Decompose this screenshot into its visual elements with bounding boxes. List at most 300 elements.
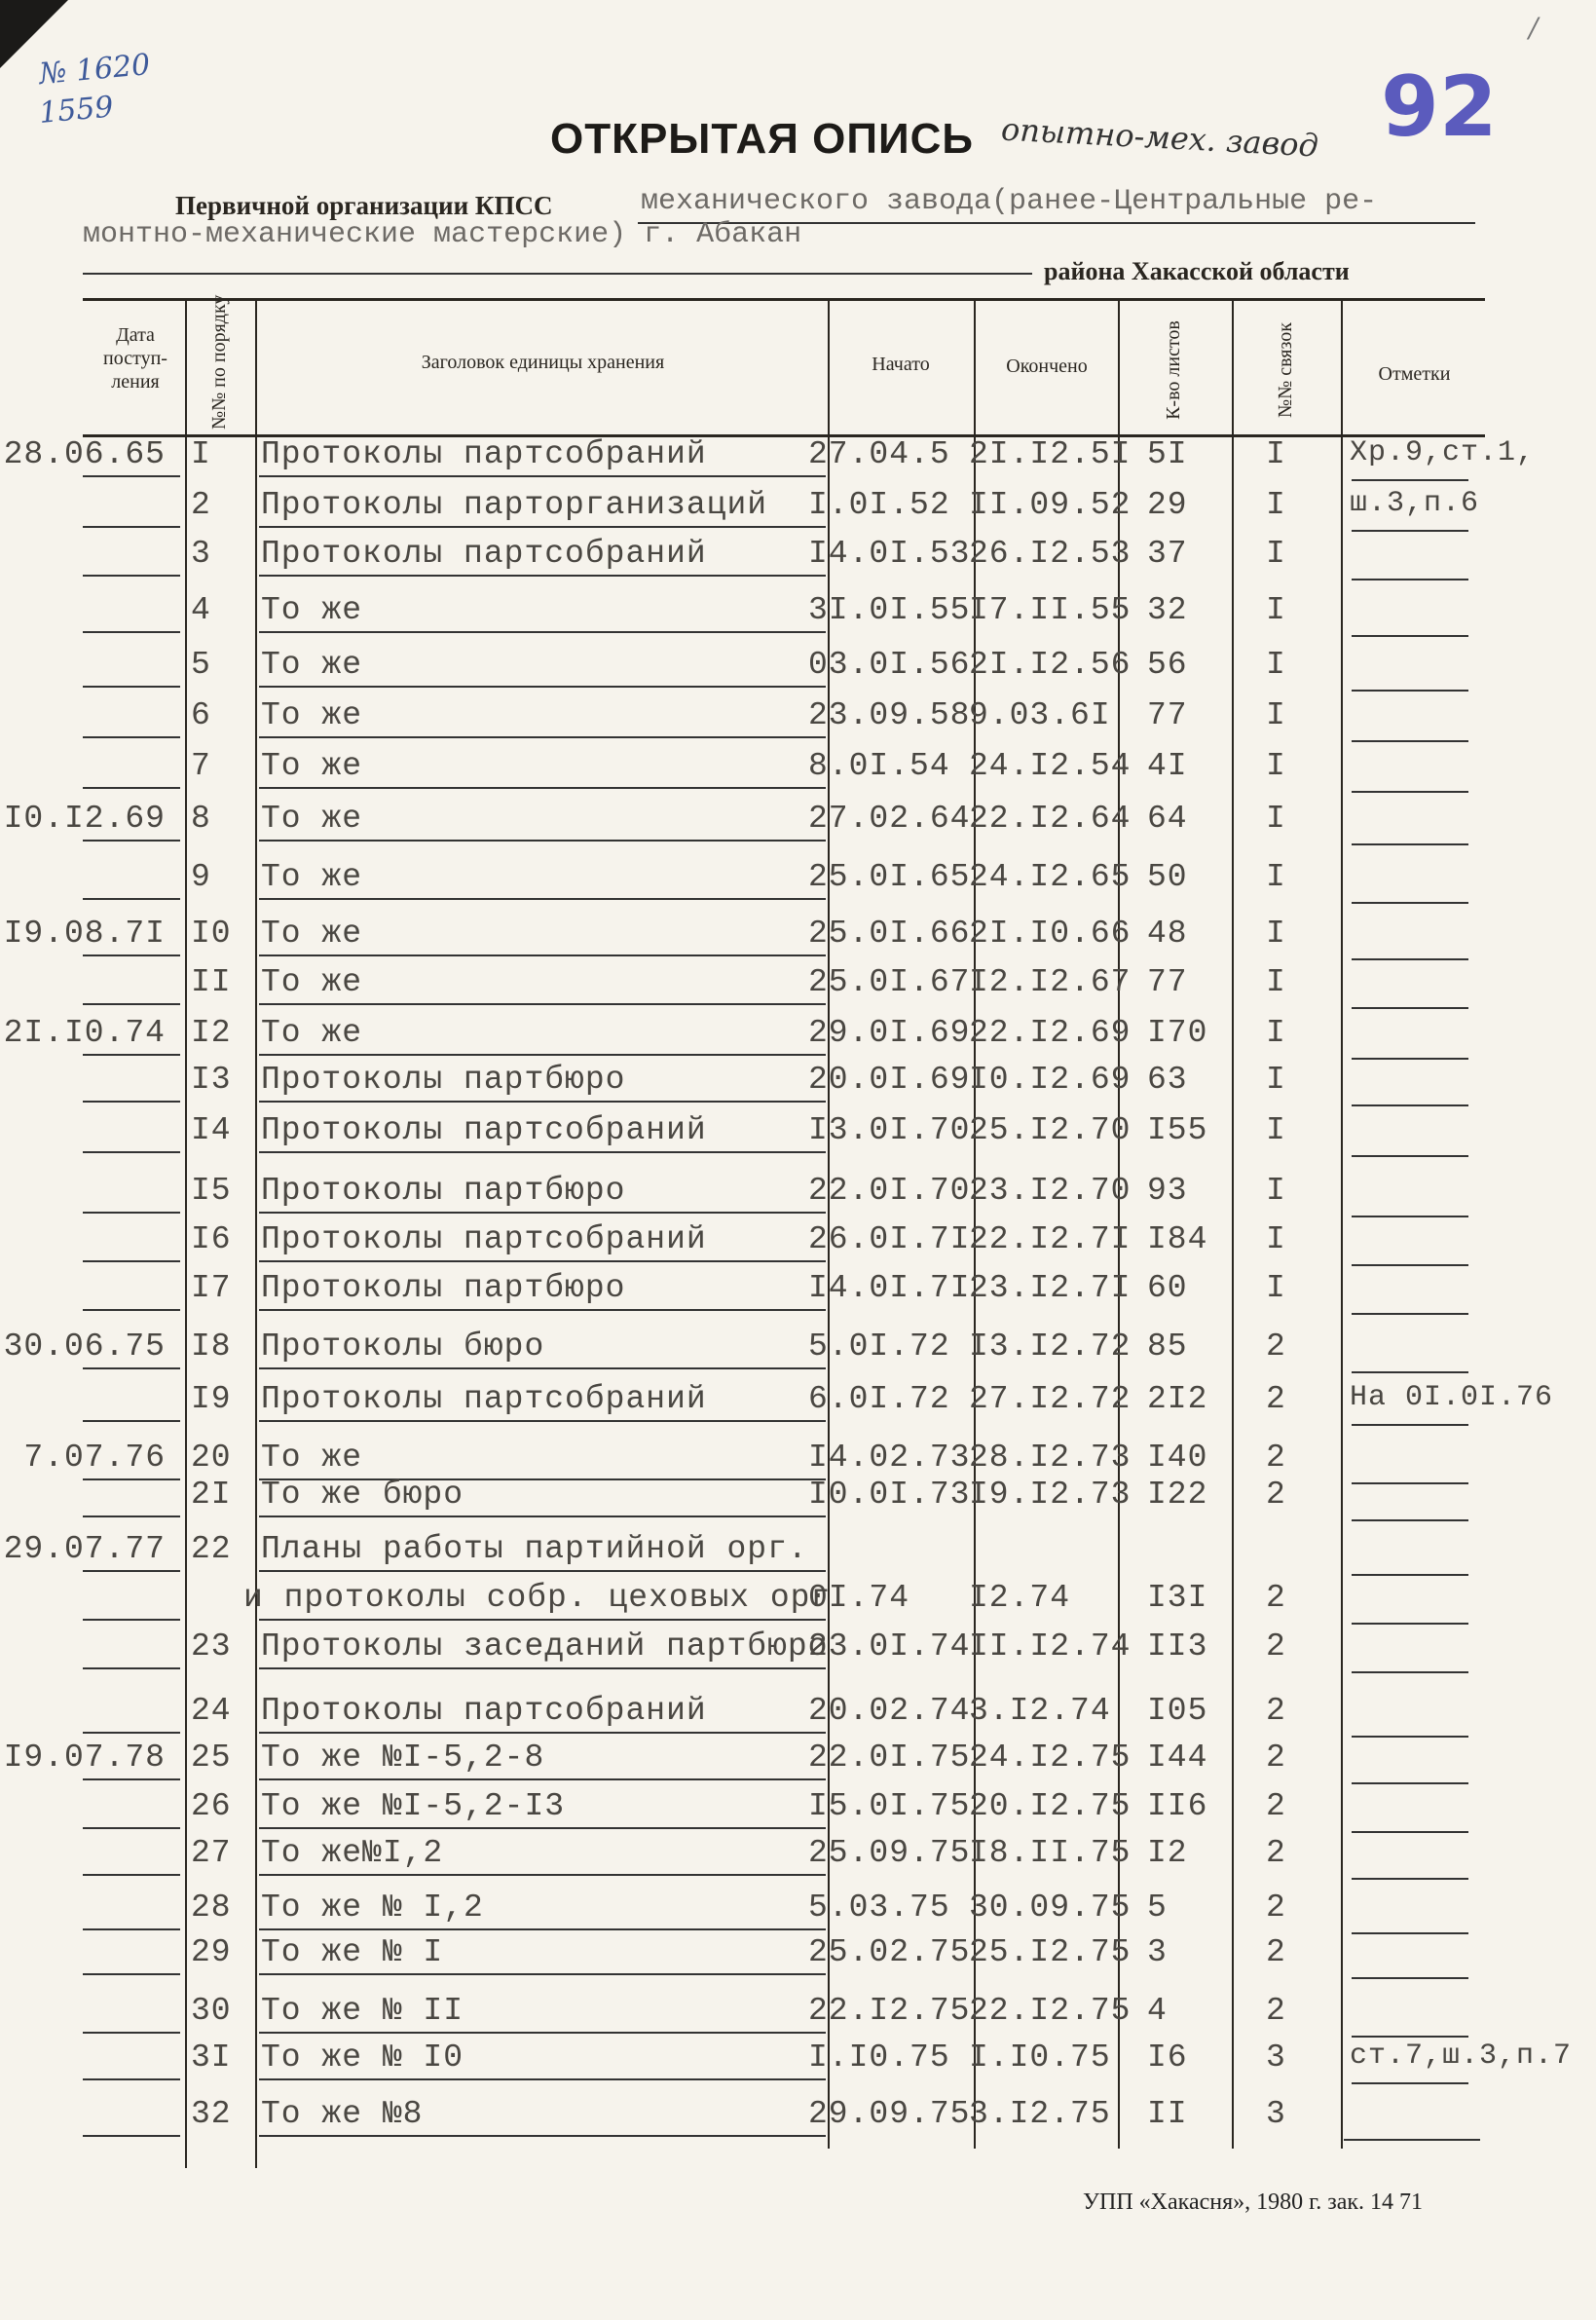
row-number: I7 [191, 1270, 232, 1306]
row-number: 22 [191, 1531, 232, 1567]
row-note-line [1352, 479, 1468, 481]
row-title-line [259, 1003, 826, 1005]
row-bundle-number: 2 [1266, 1477, 1286, 1513]
row-sheet-count: 29 [1147, 487, 1188, 523]
row-start-date: 20.02.74 [808, 1693, 971, 1729]
row-date-line [83, 1151, 180, 1153]
row-title-line [259, 1928, 826, 1930]
row-date: I9.07.78 [3, 1740, 166, 1776]
row-bundle-number: 2 [1266, 1993, 1286, 2029]
row-end-date: 25.I2.70 [969, 1112, 1132, 1148]
row-date: I0.I2.69 [3, 801, 166, 837]
row-sheet-count: 77 [1147, 964, 1188, 1000]
row-note-line [1352, 579, 1468, 580]
row-date-line [83, 1928, 180, 1930]
row-title: Протоколы партбюро [261, 1062, 626, 1098]
table-bottom-line [1344, 2139, 1480, 2141]
row-title: То же [261, 1015, 363, 1051]
title-handwritten-note: опытно-мех. завод [1000, 110, 1319, 165]
row-bundle-number: 2 [1266, 1693, 1286, 1729]
row-note-line [1352, 1104, 1468, 1106]
row-title: То же № I,2 [261, 1890, 484, 1926]
row-sheet-count: I2 [1147, 1835, 1188, 1871]
row-number: I6 [191, 1221, 232, 1257]
row-end-date: 28.I2.73 [969, 1440, 1132, 1476]
row-title: Протоколы бюро [261, 1328, 545, 1365]
row-sheet-count: 4I [1147, 748, 1188, 784]
row-number: 25 [191, 1740, 232, 1776]
row-sheet-count: I6 [1147, 2039, 1188, 2076]
row-title: Протоколы партсобраний [261, 436, 707, 472]
row-start-date: 6.0I.72 [808, 1381, 950, 1417]
row-title-line [259, 898, 826, 900]
row-start-date: 25.02.75 [808, 1934, 971, 1970]
row-bundle-number: I [1266, 1221, 1286, 1257]
row-note-line [1352, 1671, 1468, 1673]
row-title: То же бюро [261, 1477, 464, 1513]
archive-number-2: 1559 [37, 90, 115, 131]
table-top-border [83, 298, 1485, 301]
org-name-line-1: механического завода(ранее-Центральные ре- [641, 185, 1378, 218]
row-sheet-count: 5I [1147, 436, 1188, 472]
row-title-line [259, 1827, 826, 1829]
row-bundle-number: I [1266, 1015, 1286, 1051]
row-sheet-count: II3 [1147, 1628, 1208, 1665]
row-start-date: 22.0I.75 [808, 1740, 971, 1776]
row-number: I3 [191, 1062, 232, 1098]
row-title-line [259, 1101, 826, 1103]
row-bundle-number: 2 [1266, 1381, 1286, 1417]
row-title-line [259, 1619, 826, 1621]
row-number: 3I [191, 2039, 232, 2076]
row-end-date: 3.I2.74 [969, 1693, 1111, 1729]
row-start-date: I4.02.73 [808, 1440, 971, 1476]
row-title-line [259, 2135, 826, 2137]
row-bundle-number: 2 [1266, 1890, 1286, 1926]
row-number: 20 [191, 1440, 232, 1476]
row-start-date: 27.04.5 [808, 436, 950, 472]
row-number: 24 [191, 1693, 232, 1729]
row-start-date: 23.0I.74 [808, 1628, 971, 1665]
row-end-date: 22.I2.7I [969, 1221, 1132, 1257]
row-end-date: 2I.I2.56 [969, 647, 1132, 683]
column-divider [1341, 298, 1343, 2149]
row-note-line [1352, 958, 1468, 960]
row-sheet-count: 5 [1147, 1890, 1168, 1926]
row-number: I5 [191, 1173, 232, 1209]
row-number: I2 [191, 1015, 232, 1051]
row-title: Протоколы парторганизаций [261, 487, 768, 523]
row-start-date: 22.0I.70 [808, 1173, 971, 1209]
row-note-line [1352, 1782, 1468, 1784]
row-title: То же №I-5,2-8 [261, 1740, 545, 1776]
row-date-line [83, 631, 180, 633]
row-end-date: 24.I2.75 [969, 1740, 1132, 1776]
row-date-line [83, 1619, 180, 1621]
row-sheet-count: II6 [1147, 1788, 1208, 1824]
row-note-line [1352, 2082, 1468, 2084]
row-number: 7 [191, 748, 211, 784]
row-title-line [259, 787, 826, 789]
row-note-line [1352, 1623, 1468, 1625]
row-note-line [1352, 1155, 1468, 1157]
row-sheet-count: 32 [1147, 592, 1188, 628]
row-end-date: 3.I2.75 [969, 2096, 1111, 2132]
row-number: 3 [191, 536, 211, 572]
row-number: I [191, 436, 211, 472]
row-number: 8 [191, 801, 211, 837]
row-start-date: I3.0I.70 [808, 1112, 971, 1148]
header-end: Окончено [1006, 355, 1088, 377]
row-date-line [83, 787, 180, 789]
row-date-line [83, 2135, 180, 2137]
row-start-date: 3I.0I.55 [808, 592, 971, 628]
row-note-line [1352, 1371, 1468, 1373]
row-note-line [1352, 1482, 1468, 1484]
row-number: 9 [191, 859, 211, 895]
row-title-line [259, 1260, 826, 1262]
row-sheet-count: I84 [1147, 1221, 1208, 1257]
row-title-line [259, 475, 826, 477]
row-sheet-count: 37 [1147, 536, 1188, 572]
row-note-line [1352, 1216, 1468, 1217]
row-start-date: 25.0I.66 [808, 916, 971, 952]
row-start-date: 5.0I.72 [808, 1328, 950, 1365]
row-bundle-number: 3 [1266, 2096, 1286, 2132]
row-title: То же [261, 1440, 363, 1476]
row-title: Планы работы партийной орг. [261, 1531, 808, 1567]
row-title: Протоколы партбюро [261, 1173, 626, 1209]
header-notes: Отметки [1378, 363, 1451, 385]
row-date-line [83, 575, 180, 577]
header-sheets: К-во листов [1163, 320, 1184, 420]
row-bundle-number: I [1266, 1062, 1286, 1098]
row-number: 26 [191, 1788, 232, 1824]
row-title: То же №I-5,2-I3 [261, 1788, 566, 1824]
row-start-date: 27.02.64 [808, 801, 971, 837]
row-note-line [1352, 791, 1468, 793]
org-name-line-2: монтно-механические мастерские) г. Абакан [83, 218, 802, 251]
row-date-line [83, 2032, 180, 2034]
row-title-line [259, 526, 826, 528]
row-number: 27 [191, 1835, 232, 1871]
column-divider [1232, 298, 1234, 2149]
row-bundle-number: I [1266, 859, 1286, 895]
row-title: То же [261, 801, 363, 837]
row-note: На 0I.0I.76 [1350, 1381, 1554, 1414]
row-date-line [83, 1478, 180, 1480]
row-number: 32 [191, 2096, 232, 2132]
row-bundle-number: I [1266, 1173, 1286, 1209]
row-sheet-count: I44 [1147, 1740, 1208, 1776]
row-title-line [259, 686, 826, 688]
row-bundle-number: I [1266, 536, 1286, 572]
row-date-line [83, 1827, 180, 1829]
archive-number-1: № 1620 [37, 48, 152, 92]
row-number: 6 [191, 697, 211, 733]
row-start-date: I.I0.75 [808, 2039, 950, 2076]
row-note: ш.3,п.6 [1350, 487, 1480, 520]
row-start-date: 25.0I.67 [808, 964, 971, 1000]
handwritten-archive-numbers [37, 48, 195, 131]
column-divider [185, 298, 187, 2168]
row-date-line [83, 1420, 180, 1422]
row-number: 30 [191, 1993, 232, 2029]
row-sheet-count: 48 [1147, 916, 1188, 952]
row-end-date: II.09.52 [969, 487, 1132, 523]
row-title-line [259, 1309, 826, 1311]
row-note: ст.7,ш.3,п.7 [1350, 2039, 1573, 2073]
row-bundle-number: 2 [1266, 1328, 1286, 1365]
row-start-date: I.0I.52 [808, 487, 950, 523]
row-note-line [1352, 1932, 1468, 1934]
row-start-date: 03.0I.56 [808, 647, 971, 683]
row-note-line [1352, 1831, 1468, 1833]
row-date-line [83, 1732, 180, 1734]
row-title: То же [261, 964, 363, 1000]
row-bundle-number: I [1266, 647, 1286, 683]
row-sheet-count: 56 [1147, 647, 1188, 683]
row-date-line [83, 526, 180, 528]
row-start-date: 25.0I.65 [808, 859, 971, 895]
row-date: 30.06.75 [3, 1328, 166, 1365]
row-start-date: 8.0I.54 [808, 748, 950, 784]
row-end-date: 9.03.6I [969, 697, 1111, 733]
row-number: 23 [191, 1628, 232, 1665]
row-end-date: 22.I2.64 [969, 801, 1132, 837]
row-sheet-count: 60 [1147, 1270, 1188, 1306]
header-start: Начато [872, 354, 930, 375]
row-note-line [1352, 902, 1468, 904]
row-sheet-count: I3I [1147, 1580, 1208, 1616]
row-start-date: 20.0I.69 [808, 1062, 971, 1098]
row-end-date: 20.I2.75 [969, 1788, 1132, 1824]
row-bundle-number: 2 [1266, 1740, 1286, 1776]
org-label: Первичной организации КПСС [175, 191, 553, 220]
row-title-line [259, 631, 826, 633]
printer-footer: УПП «Хакасня», 1980 г. зак. 14 71 [1083, 2189, 1424, 2215]
row-note-line [1352, 1313, 1468, 1315]
row-end-date: I3.I2.72 [969, 1328, 1132, 1365]
row-title-line [259, 575, 826, 577]
row-end-date: I2.74 [969, 1580, 1071, 1616]
row-date: 28.06.65 [3, 436, 166, 472]
row-sheet-count: I40 [1147, 1440, 1208, 1476]
row-bundle-number: 2 [1266, 1934, 1286, 1970]
row-title-line [259, 1367, 826, 1369]
row-bundle-number: I [1266, 748, 1286, 784]
row-number: I4 [191, 1112, 232, 1148]
row-note-line [1352, 1736, 1468, 1738]
row-date-line [83, 1874, 180, 1876]
row-title-line [259, 2078, 826, 2080]
corner-mark: / [1529, 12, 1539, 44]
row-end-date: 26.I2.53 [969, 536, 1132, 572]
row-note-line [1352, 2036, 1468, 2038]
row-sheet-count: II [1147, 2096, 1188, 2132]
row-note-line [1352, 690, 1468, 692]
row-number: I8 [191, 1328, 232, 1365]
row-start-date: I4.0I.53 [808, 536, 971, 572]
row-number: 2 [191, 487, 211, 523]
row-start-date: 26.0I.7I [808, 1221, 971, 1257]
row-date-line [83, 954, 180, 956]
row-bundle-number: 2 [1266, 1835, 1286, 1871]
row-start-date: I0.0I.73 [808, 1477, 971, 1513]
row-start-date: 25.09.75 [808, 1835, 971, 1871]
row-bundle-number: I [1266, 1112, 1286, 1148]
row-date-line [83, 1260, 180, 1262]
row-start-date: 5.03.75 [808, 1890, 950, 1926]
row-number: 29 [191, 1934, 232, 1970]
row-sheet-count: 2I2 [1147, 1381, 1208, 1417]
row-title-line [259, 1212, 826, 1214]
row-end-date: I8.II.75 [969, 1835, 1132, 1871]
row-date: 7.07.76 [23, 1440, 166, 1476]
row-end-date: I0.I2.69 [969, 1062, 1132, 1098]
row-sheet-count: I70 [1147, 1015, 1208, 1051]
row-end-date: 23.I2.7I [969, 1270, 1132, 1306]
row-note-line [1352, 1264, 1468, 1266]
row-bundle-number: 2 [1266, 1788, 1286, 1824]
row-bundle-number: 3 [1266, 2039, 1286, 2076]
row-end-date: I7.II.55 [969, 592, 1132, 628]
row-end-date: 30.09.75 [969, 1890, 1132, 1926]
sheet-number-stamp: 92 [1381, 58, 1498, 156]
row-number: 2I [191, 1477, 232, 1513]
row-sheet-count: 85 [1147, 1328, 1188, 1365]
row-title-line [259, 1732, 826, 1734]
row-number: I9 [191, 1381, 232, 1417]
row-end-date: I.I0.75 [969, 2039, 1111, 2076]
row-date-line [83, 1778, 180, 1780]
row-title-line [259, 736, 826, 738]
row-title: То же №8 [261, 2096, 424, 2132]
row-title: То же [261, 748, 363, 784]
row-bundle-number: I [1266, 487, 1286, 523]
header-date: Дата поступ- ления [103, 324, 167, 393]
row-start-date: 22.I2.75 [808, 1993, 971, 2029]
page-title: ОТКРЫТАЯ ОПИСЬ [550, 115, 974, 163]
row-title: Протоколы заседаний партбюро [261, 1628, 829, 1665]
row-date-line [83, 1003, 180, 1005]
row-note-line [1352, 1878, 1468, 1880]
row-date-line [83, 686, 180, 688]
row-sheet-count: I22 [1147, 1477, 1208, 1513]
row-title: То же [261, 592, 363, 628]
row-number: I0 [191, 916, 232, 952]
row-date-line [83, 1973, 180, 1975]
row-date-line [83, 1367, 180, 1369]
row-date: 29.07.77 [3, 1531, 166, 1567]
row-title-line [259, 1151, 826, 1153]
row-date-line [83, 840, 180, 842]
row-title: Протоколы партсобраний [261, 1693, 707, 1729]
row-sheet-count: 64 [1147, 801, 1188, 837]
row-end-date: I2.I2.67 [969, 964, 1132, 1000]
row-date-line [83, 1515, 180, 1517]
row-note-line [1352, 1519, 1468, 1521]
row-date-line [83, 1667, 180, 1669]
row-date-line [83, 475, 180, 477]
row-sheet-count: 50 [1147, 859, 1188, 895]
row-number: 28 [191, 1890, 232, 1926]
row-bundle-number: I [1266, 436, 1286, 472]
row-title: То же [261, 647, 363, 683]
row-number: 5 [191, 647, 211, 683]
row-title: Протоколы партсобраний [261, 1381, 707, 1417]
row-title-line [259, 1420, 826, 1422]
row-start-date: I5.0I.75 [808, 1788, 971, 1824]
row-title-line [259, 954, 826, 956]
row-sheet-count: 93 [1147, 1173, 1188, 1209]
row-note-line [1352, 1977, 1468, 1979]
row-note-line [1352, 740, 1468, 742]
row-date: I9.08.7I [3, 916, 166, 952]
row-title-line [259, 1874, 826, 1876]
row-start-date: 29.09.75 [808, 2096, 971, 2132]
row-number: 4 [191, 592, 211, 628]
row-title: То же [261, 697, 363, 733]
org-underline-2 [83, 273, 1032, 275]
row-bundle-number: 2 [1266, 1628, 1286, 1665]
row-bundle-number: 2 [1266, 1440, 1286, 1476]
row-bundle-number: 2 [1266, 1580, 1286, 1616]
row-bundle-number: I [1266, 697, 1286, 733]
row-title-line [259, 1778, 826, 1780]
row-end-date: 23.I2.70 [969, 1173, 1132, 1209]
row-end-date: 22.I2.69 [969, 1015, 1132, 1051]
row-title-line [259, 2032, 826, 2034]
row-end-date: 22.I2.75 [969, 1993, 1132, 2029]
row-end-date: 25.I2.75 [969, 1934, 1132, 1970]
row-title-line [259, 1515, 826, 1517]
row-bundle-number: I [1266, 592, 1286, 628]
row-title: Протоколы партбюро [261, 1270, 626, 1306]
row-end-date: II.I2.74 [969, 1628, 1132, 1665]
row-title: Протоколы партсобраний [261, 536, 707, 572]
row-bundle-number: I [1266, 916, 1286, 952]
row-date-line [83, 736, 180, 738]
row-title-line [259, 1570, 826, 1572]
row-end-date: 2I.I0.66 [969, 916, 1132, 952]
row-title: То же № II [261, 1993, 464, 2029]
row-start-date: I4.0I.7I [808, 1270, 971, 1306]
row-title: То же [261, 859, 363, 895]
row-sheet-count: I05 [1147, 1693, 1208, 1729]
row-date: 2I.I0.74 [3, 1015, 166, 1051]
row-bundle-number: I [1266, 1270, 1286, 1306]
row-title: То же№I,2 [261, 1835, 444, 1871]
row-title-line [259, 1667, 826, 1669]
row-number: II [191, 964, 232, 1000]
row-title: То же [261, 916, 363, 952]
row-date-line [83, 898, 180, 900]
row-title-line [259, 1054, 826, 1056]
header-bundle: №№ связок [1275, 322, 1296, 418]
header-title: Заголовок единицы хранения [421, 352, 665, 373]
row-note-line [1352, 1058, 1468, 1060]
row-title-line [259, 1973, 826, 1975]
row-end-date: 24.I2.65 [969, 859, 1132, 895]
row-title: и протоколы собр. цеховых орг [243, 1580, 832, 1616]
row-note-line [1352, 843, 1468, 845]
row-note: Хр.9,ст.1, [1350, 436, 1536, 469]
row-end-date: 24.I2.54 [969, 748, 1132, 784]
row-note-line [1352, 530, 1468, 532]
row-title: Протоколы партсобраний [261, 1221, 707, 1257]
row-date-line [83, 2078, 180, 2080]
